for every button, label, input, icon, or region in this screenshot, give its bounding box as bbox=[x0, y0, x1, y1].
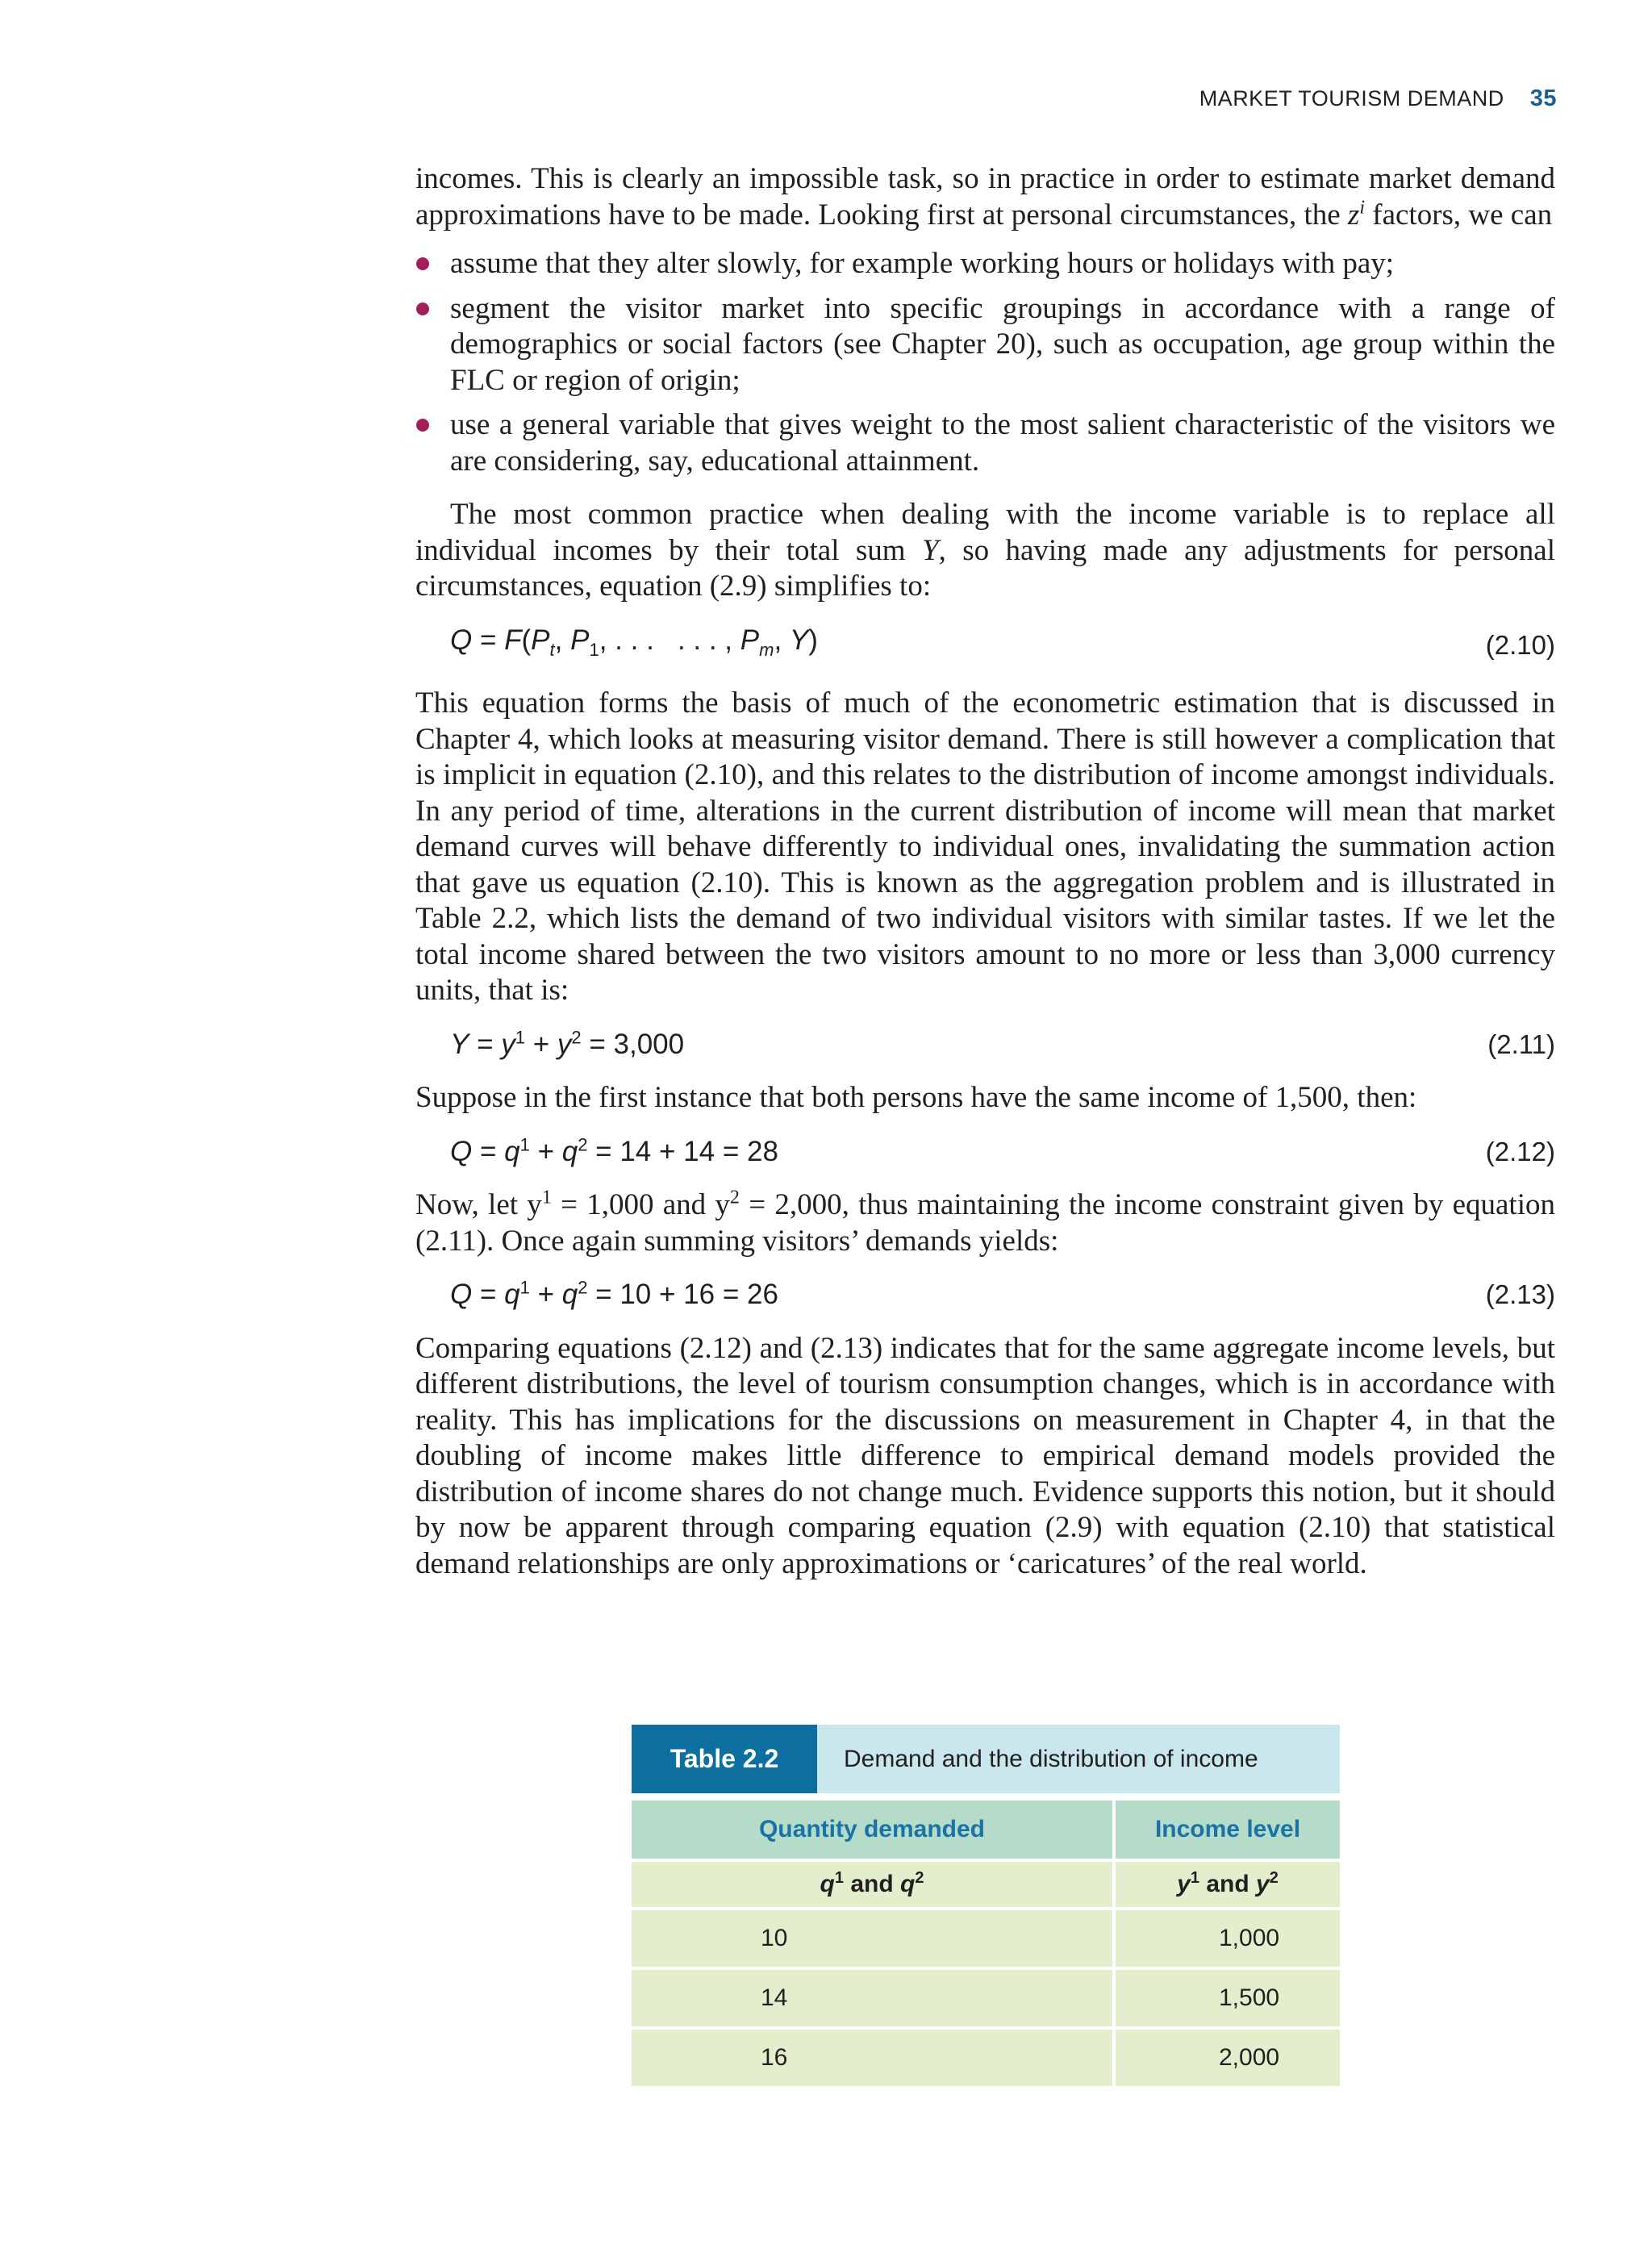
equation-number: (2.13) bbox=[1485, 1279, 1555, 1309]
table-label: Table 2.2 bbox=[632, 1725, 817, 1793]
subheader-cell: $y^1$ and $y^2$ bbox=[1116, 1862, 1340, 1907]
table-title: Demand and the distribution of income bbox=[817, 1725, 1340, 1793]
bullet-icon bbox=[416, 257, 429, 270]
equation-number: (2.11) bbox=[1487, 1029, 1555, 1059]
text: , so having made any adjustments for personal circumstances, equation (2.9) simplifies to: bbox=[415, 533, 1555, 603]
y-variable: Y bbox=[921, 533, 939, 567]
list-item bbox=[415, 291, 1555, 399]
table-cell: 14 bbox=[632, 1970, 1112, 2026]
equation-2-13 bbox=[415, 1277, 1555, 1313]
text: Now, let y bbox=[415, 1188, 542, 1221]
page-number: 35 bbox=[1529, 86, 1557, 111]
equation-body: $Q = F(P_t$, $P_1$, . . . . . . , $P_m$, Y) bbox=[450, 624, 818, 660]
paragraph-4: Suppose in the first instance that both persons have the same income of 1,500, then: bbox=[415, 1081, 1417, 1114]
superscript: 1 bbox=[541, 1187, 552, 1208]
equation-body: $Q = q^1 + q^2 = 10 + 16 = 26$ bbox=[450, 1277, 778, 1310]
text: factors, we can bbox=[1365, 198, 1553, 232]
equation-2-12 bbox=[415, 1134, 1555, 1170]
page-body bbox=[415, 161, 1555, 1582]
table-header-row bbox=[632, 1801, 1340, 1859]
table-cell: 1,000 bbox=[1116, 1910, 1340, 1967]
text: = 1,000 and y bbox=[551, 1188, 730, 1221]
list-item-text: use a general variable that gives weight to the most salient characteristic of the visitors we are considering, say, educational attainment. bbox=[450, 408, 1555, 478]
list-item-text: assume that they alter slowly, for example working hours or holidays with pay; bbox=[450, 247, 1395, 280]
table-cell: 16 bbox=[632, 2030, 1112, 2086]
equation-2-11 bbox=[415, 1027, 1555, 1063]
equation-rhs: = 14 + 14 = 28 bbox=[587, 1135, 778, 1167]
list-item bbox=[415, 246, 1555, 282]
column-header: Quantity demanded bbox=[632, 1801, 1112, 1859]
table-subheader-row bbox=[632, 1862, 1340, 1907]
table-cell: 10 bbox=[632, 1910, 1112, 1967]
equation-number: (2.12) bbox=[1485, 1136, 1555, 1166]
bullet-list bbox=[415, 246, 1555, 479]
superscript: 2 bbox=[729, 1187, 740, 1208]
bullet-icon bbox=[416, 419, 429, 432]
z-variable: z bbox=[1347, 198, 1360, 232]
table-caption bbox=[632, 1725, 1340, 1793]
paragraph-2 bbox=[415, 497, 1555, 605]
data-table bbox=[628, 1797, 1343, 2089]
running-header bbox=[1199, 86, 1557, 112]
subheader-cell: $q^1$ and $q^2$ bbox=[632, 1862, 1112, 1907]
column-header: Income level bbox=[1116, 1801, 1340, 1859]
list-item bbox=[415, 407, 1555, 479]
list-item-text: segment the visitor market into specific groupings in accordance with a range of demographics or social factors (see Chapter 20), such as occupation, age group within the FLC or region of origin; bbox=[450, 291, 1555, 397]
equation-body: $Y = y^1 + y^2 = 3,000$ bbox=[450, 1026, 685, 1060]
equation-number: (2.10) bbox=[1485, 629, 1555, 660]
paragraph-5 bbox=[415, 1187, 1555, 1259]
equation-body: $Q = q^1 + q^2 = 14 + 14 = 28$ bbox=[450, 1133, 778, 1167]
text: The most common practice when dealing with the income variable is to replace all individual incomes by their total sum bbox=[415, 498, 1555, 567]
paragraph-1 bbox=[415, 161, 1555, 233]
bullet-icon bbox=[416, 303, 429, 315]
text: incomes. This is clearly an impossible task, so in practice in order to estimate market demand approximations have to be made. Looking first at personal circumstances, the bbox=[415, 162, 1555, 232]
paragraph-6: Comparing equations (2.12) and (2.13) indicates that for the same aggregate income levels, but different distributions, the level of tourism consumption changes, which is in accordance with reality. This has implications for the discussions on measurement in Chapter 4, in that the doubling of income makes little difference to empirical demand models provided the distribution of income shares do not change much. Evidence supports this notion, but it should by now be apparent through comparing equation (2.9) with equation (2.10) that statistical demand relationships are only approximations or ‘caricatures’ of the real world. bbox=[415, 1331, 1555, 1580]
text: = 2,000, thus maintaining the income constraint given by equation (2.11). Once again summing visitors’ demands yields: bbox=[415, 1188, 1555, 1258]
running-title: MARKET TOURISM DEMAND bbox=[1199, 86, 1504, 111]
table-2-2 bbox=[632, 1725, 1340, 2089]
table-cell: 2,000 bbox=[1116, 2030, 1340, 2086]
equation-rhs: = 10 + 16 = 26 bbox=[587, 1279, 778, 1310]
table-row bbox=[632, 2030, 1340, 2086]
table-cell: 1,500 bbox=[1116, 1970, 1340, 2026]
equation-rhs: = 3,000 bbox=[581, 1028, 685, 1060]
table-row bbox=[632, 1910, 1340, 1967]
i-superscript: i bbox=[1359, 197, 1365, 219]
table-row bbox=[632, 1970, 1340, 2026]
equation-2-10 bbox=[415, 623, 1555, 669]
paragraph-3: This equation forms the basis of much of the econometric estimation that is discussed in Chapter 4, which looks at measuring visitor demand. There is still however a complication that is implicit in equation (2.10), and this relates to the distribution of income amongst individuals. In any period of time, alterations in the current distribution of income will mean that market demand curves will behave differently to individual ones, invalidating the summation action that gave us equation (2.10). This is known as the aggregation problem and is illustrated in Table 2.2, which lists the demand of two individual visitors with similar tastes. If we let the total income shared between the two visitors amount to no more or less than 3,000 currency units, that is: bbox=[415, 686, 1555, 1007]
